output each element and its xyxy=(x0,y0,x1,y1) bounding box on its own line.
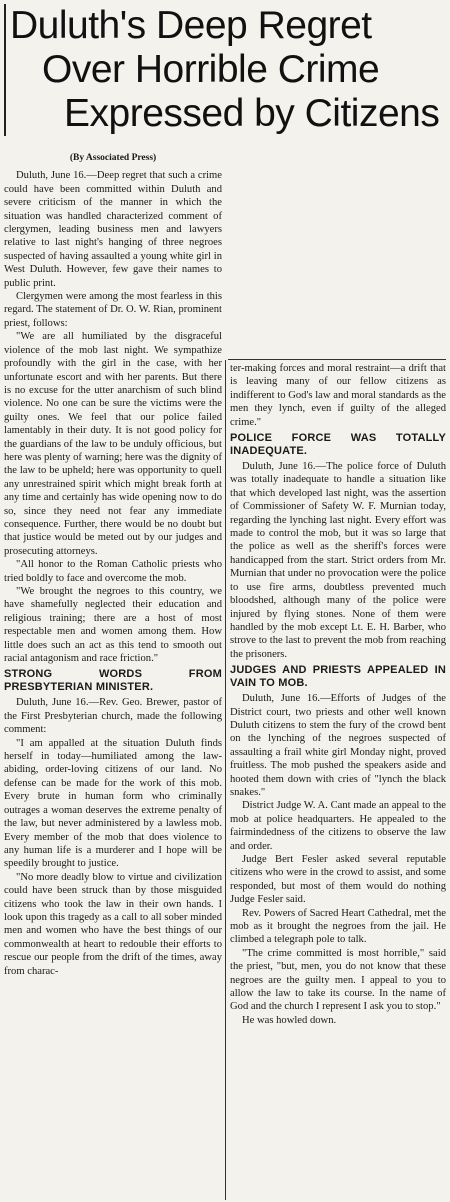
headline xyxy=(4,4,450,136)
headline-line-1: Duluth's Deep Regret xyxy=(10,4,372,47)
headline-line-2: Over Horrible Crime xyxy=(42,48,380,91)
paragraph: Rev. Powers of Sacred Heart Cathedral, met the mob as it brought the negroes from the jail. He climbed a telegraph pole to talk. xyxy=(230,907,446,946)
subheading-presbyterian: STRONG WORDS FROM PRESBYTERIAN MINISTER. xyxy=(4,668,222,694)
press-credit: (By Associated Press) xyxy=(69,153,157,163)
paragraph: "No more deadly blow to virtue and civilization could have been struck than by those misguided citizens who took the law in their own hands. I look upon this tragedy as a call to all sober minded men and women who have the best things of our commonwealth at heart to redouble their efforts to rescue our people from the drift of the times, away from charac- xyxy=(4,871,222,977)
paragraph: Duluth, June 16.—Efforts of Judges of the District court, two priests and other well known Duluth citizens to stem the fury of the crowd bent on the lynching of the negroes suspected of assaulting a frail white girl Monday night, proved fruitless. The mob pushed the speakers aside and hooted them down with cries of "lynch the black snakes." xyxy=(230,693,446,798)
paragraph: "We are all humiliated by the disgraceful violence of the mob last night. We sympathize profoundly with the girl in the case, with her unfortunate escort and with her parents. But there is no excuse for the utter anarchism of such blind violence. No one can be sure the victims were the guilty ones. We feel that our police failed lamentably in their duty. It is not good policy for the guardians of the law to be unduly officious, but here was plenty of warning; here was the dignity of the law to be upheld; here was opportunity to quell any unrestrained spirit which might break forth at any time and certainly has wide opening now to do so, since they need not fear any immediate consequence. Further, there would be no doubt but that justice would be meted out by our judges and prosecuting attorneys. xyxy=(4,331,222,557)
paragraph: "The crime committed is most horrible," said the priest, "but, men, you do not know that these negroes are the guilty men. I appeal to you to allow the law to take its course. In the name of God and the church I represent I ask you to stop." xyxy=(230,947,446,1013)
subheading-police: POLICE FORCE WAS TOTALLY INADEQUATE. xyxy=(230,432,446,458)
paragraph: "All honor to the Roman Catholic priests who tried boldly to face and overcome the mob. xyxy=(4,559,222,584)
paragraph: He was howled down. xyxy=(242,1014,337,1026)
column-divider xyxy=(225,360,226,1200)
paragraph: ter-making forces and moral restraint—a drift that is leaving many of our fellow citizens as indifferent to God's law and moral standards as the men they lynch, even if guilty of the alleged crime." xyxy=(230,363,446,428)
paragraph: Clergymen were among the most fearless in this regard. The statement of Dr. O. W. Rian, prominent priest, follows: xyxy=(4,291,222,329)
paragraph: "We brought the negroes to this country, we have shamefully neglected their education and religious training; there are a host of most respectable men and women among them. How little does such an act as this tend to smooth out racial antagonism and race friction." xyxy=(4,586,222,665)
paragraph: Judge Bert Fesler asked several reputable citizens who were in the crowd to assist, and some responded, but most of them would do nothing Judge Fesler said. xyxy=(230,854,446,906)
paragraph: District Judge W. A. Cant made an appeal to the mob at police headquarters. He appealed to the fairmindedness of the citizens to observe the law and order. xyxy=(230,800,446,852)
paragraph: Duluth, June 16.—Deep regret that such a crime could have been committed within Duluth and severe criticism of the manner in which the situation was handled characterized comment of clergymen, leading business men and lawyers relative to last night's hanging of three negroes suspected of having assaulted a young white girl in West Duluth. However, few gave their names to public print. xyxy=(4,170,222,289)
column-top-rule xyxy=(228,359,446,360)
article-column-1 xyxy=(4,152,222,978)
paragraph: Duluth, June 16.—Rev. Geo. Brewer, pastor of the First Presbyterian church, made the following comment: xyxy=(4,697,222,736)
article-column-2 xyxy=(230,362,446,1027)
paragraph: Duluth, June 16.—The police force of Duluth was totally inadequate to handle a situation like that which developed last night, was the assertion of Commissioner of Safety W. F. Murnian today, regarding the lynching last night. Every effort was made to control the mob, but it was so large that the police as well as the sheriff's forces were handicapped from the start. Strict orders from Mr. Murnian that under no provocation were the police to use fire arms, doubtless prevented much bloodshed, although many of the police were injured by flying stones. None of them were handled by the mob except Lt. E. H. Barber, who strove to the last to prevent the mob from reaching the prisoners. xyxy=(230,461,446,660)
headline-line-3: Expressed by Citizens xyxy=(64,92,440,135)
paragraph: "I am appalled at the situation Duluth finds herself in today—humiliated among the law-abiding, order-loving citizens of our land. No defense can be made for the work of this mob. Every brute in human form who criminally outrages a woman deserves the extreme penalty of the law, but never administered by a lawless mob. Every member of the mob that does violence to any human life is a murderer and I hope will be speedily brought to justice. xyxy=(4,737,222,870)
subheading-judges: JUDGES AND PRIESTS APPEALED IN VAIN TO MOB. xyxy=(230,664,446,690)
